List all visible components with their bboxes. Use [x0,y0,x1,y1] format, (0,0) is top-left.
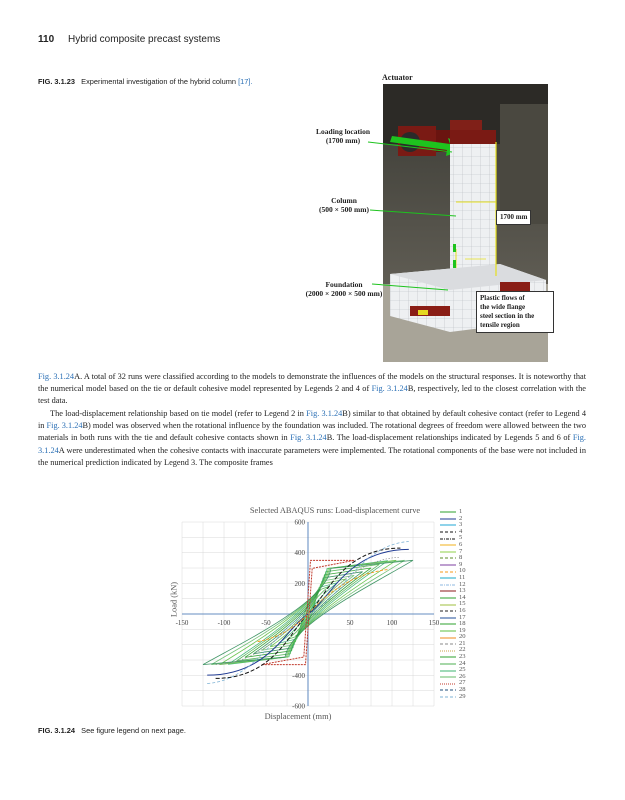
running-title: Hybrid composite precast systems [68,34,221,45]
legend-swatch [440,529,456,535]
legend-entry [440,694,480,701]
legend-label: 19 [459,626,466,634]
legend-swatch [440,648,456,654]
legend-label: 24 [459,659,466,667]
leader-loading [368,142,452,152]
legend-swatch [440,536,456,542]
y-tick-label: 600 [294,518,305,527]
legend-label: 3 [459,521,463,529]
figure-3-1-23-citation: [17]. [238,77,253,86]
label-plastic-line2: the wide flange [480,303,526,311]
page-number: 110 [38,34,55,45]
legend-swatch [440,549,456,555]
body-paragraph-1 [38,371,586,408]
legend-label: 5 [459,534,463,542]
link-fig-3-1-24-a[interactable]: Fig. 3.1.24 [38,372,75,381]
label-column-line2: (500 × 500 mm) [319,205,369,214]
y-tick-label: -600 [292,702,305,711]
chart-xlabel: Displacement (mm) [264,712,332,721]
p2-text-2: B) similar to that obtained by default cohesive contact (refer to Legend 4 in [38,409,586,431]
legend-swatch [440,681,456,687]
legend-swatch [440,621,456,627]
p2-text-3: B) model was observed when the rotational influence by the foundation was included. The rotational degrees of freedom were allowed between the two materials in both runs with the tie and default cohesive contacts shown in [38,421,586,443]
link-fig-ref-3[interactable]: Fig. 3.1.24 [290,433,327,443]
legend-swatch [440,509,456,515]
label-leader-lines [360,130,470,300]
legend-swatch [440,602,456,608]
legend-swatch [440,516,456,522]
legend-swatch [440,555,456,561]
label-plastic-line1: Plastic flows of [480,294,525,302]
y-tick-label: 400 [294,549,305,558]
legend-label: 26 [459,672,466,680]
legend-swatch [440,661,456,667]
legend-label: 18 [459,620,466,628]
legend-label: 22 [459,646,466,654]
legend-swatch [440,674,456,680]
link-fig-ref-1[interactable]: Fig. 3.1.24 [306,409,343,418]
legend-swatch [440,542,456,548]
x-tick-label: 150 [428,619,440,627]
p2-text-5: A were underestimated when the cohesive contacts with inaccurate parameters were implemented. The rotational components of the base were not included in the numerical prediction indicated by Legend 3. The composite frames [38,445,586,467]
link-fig-ref-2[interactable]: Fig. 3.1.24 [46,421,83,431]
label-foundation-line1: Foundation [325,280,363,289]
legend-label: 14 [459,593,466,601]
link-fig-3-1-24-b[interactable]: Fig. 3.1.24 [371,384,408,394]
legend-swatch [440,668,456,674]
x-tick-label: 100 [386,619,398,627]
load-displacement-chart [174,516,440,712]
chart-ylabel: Load (kN) [169,581,179,618]
legend-label: 16 [459,606,466,614]
label-column [308,196,380,214]
p1-text-1: A. A total of 32 runs were classified according to the models to demonstrate the influences of the models on the structural responses. It is noteworthy that the numerical model based on the tie or default cohesive model represented by Legends 2 and 4 of [38,372,586,394]
x-tick-label: -150 [175,619,189,627]
legend-label: 21 [459,639,466,647]
label-column-line1: Column [331,196,357,205]
label-actuator: Actuator [382,73,413,82]
label-foundation-line2: (2000 × 2000 × 500 mm) [305,289,383,298]
legend-label: 15 [459,600,466,608]
label-plastic-line3: steel section in the [480,312,535,320]
legend-swatch [440,635,456,641]
legend-label: 12 [459,580,466,588]
legend-swatch [440,562,456,568]
y-tick-label: -400 [292,671,305,680]
legend-label: 2 [459,514,463,522]
x-tick-label: -50 [261,619,271,627]
legend-label: 25 [459,666,466,674]
body-paragraph-2 [38,408,586,469]
legend-label: 9 [459,560,463,568]
legend-label: 10 [459,567,466,575]
figure-3-1-23-caption-text: Experimental investigation of the hybrid column [81,77,237,86]
chart-legend [440,509,480,700]
legend-swatch [440,694,456,700]
legend-swatch [440,582,456,588]
legend-swatch [440,654,456,660]
label-loading-location-line2: (1700 mm) [325,136,361,145]
label-loading-location [308,127,378,145]
legend-swatch [440,628,456,634]
p2-text-4: B. The load-displacement relationships indicated by Legends 5 and 6 of [326,433,573,443]
legend-swatch [440,595,456,601]
link-fig-ref-4[interactable]: Fig. 3.1.24 [38,433,586,455]
y-tick-label: 200 [294,579,305,588]
label-foundation [296,280,392,298]
legend-swatch [440,569,456,575]
figure-3-1-23-label: FIG. 3.1.23 [38,77,75,86]
label-loading-location-line1: Loading location [316,127,370,136]
label-height-box: 1700 mm [496,210,531,225]
figure-3-1-24-label: FIG. 3.1.24 [38,726,75,735]
legend-label: 17 [459,613,466,621]
legend-label: 28 [459,686,466,694]
legend-swatch [440,641,456,647]
figure-3-1-24-caption [38,726,186,735]
legend-label: 29 [459,692,466,700]
x-tick-label: -100 [217,619,231,627]
label-plastic-line4: tensile region [480,321,520,329]
legend-label: 13 [459,587,466,595]
p1-text-2: B, respectively, led to the closest correlation with the test data. [38,384,586,406]
label-plastic-flows [476,291,554,333]
legend-label: 11 [459,573,466,581]
x-tick-label: 50 [346,619,354,627]
legend-swatch [440,588,456,594]
legend-label: 8 [459,554,463,562]
legend-swatch [440,687,456,693]
figure-3-1-24-caption-text: See figure legend on next page. [81,726,186,735]
legend-label: 23 [459,653,466,661]
p2-text-1: The load-displacement relationship based on tie model (refer to Legend 2 in [50,409,307,418]
figure-3-1-23-caption [38,77,253,86]
leader-column [370,210,456,216]
legend-swatch [440,615,456,621]
legend-label: 27 [459,679,466,687]
legend-label: 6 [459,540,463,548]
legend-swatch [440,608,456,614]
legend-label: 20 [459,633,466,641]
chart-title: Selected ABAQUS runs: Load-displacement curve [249,506,421,515]
legend-swatch [440,522,456,528]
legend-label: 1 [459,508,463,515]
legend-label: 4 [459,527,463,535]
legend-swatch [440,575,456,581]
legend-label: 7 [459,547,463,555]
